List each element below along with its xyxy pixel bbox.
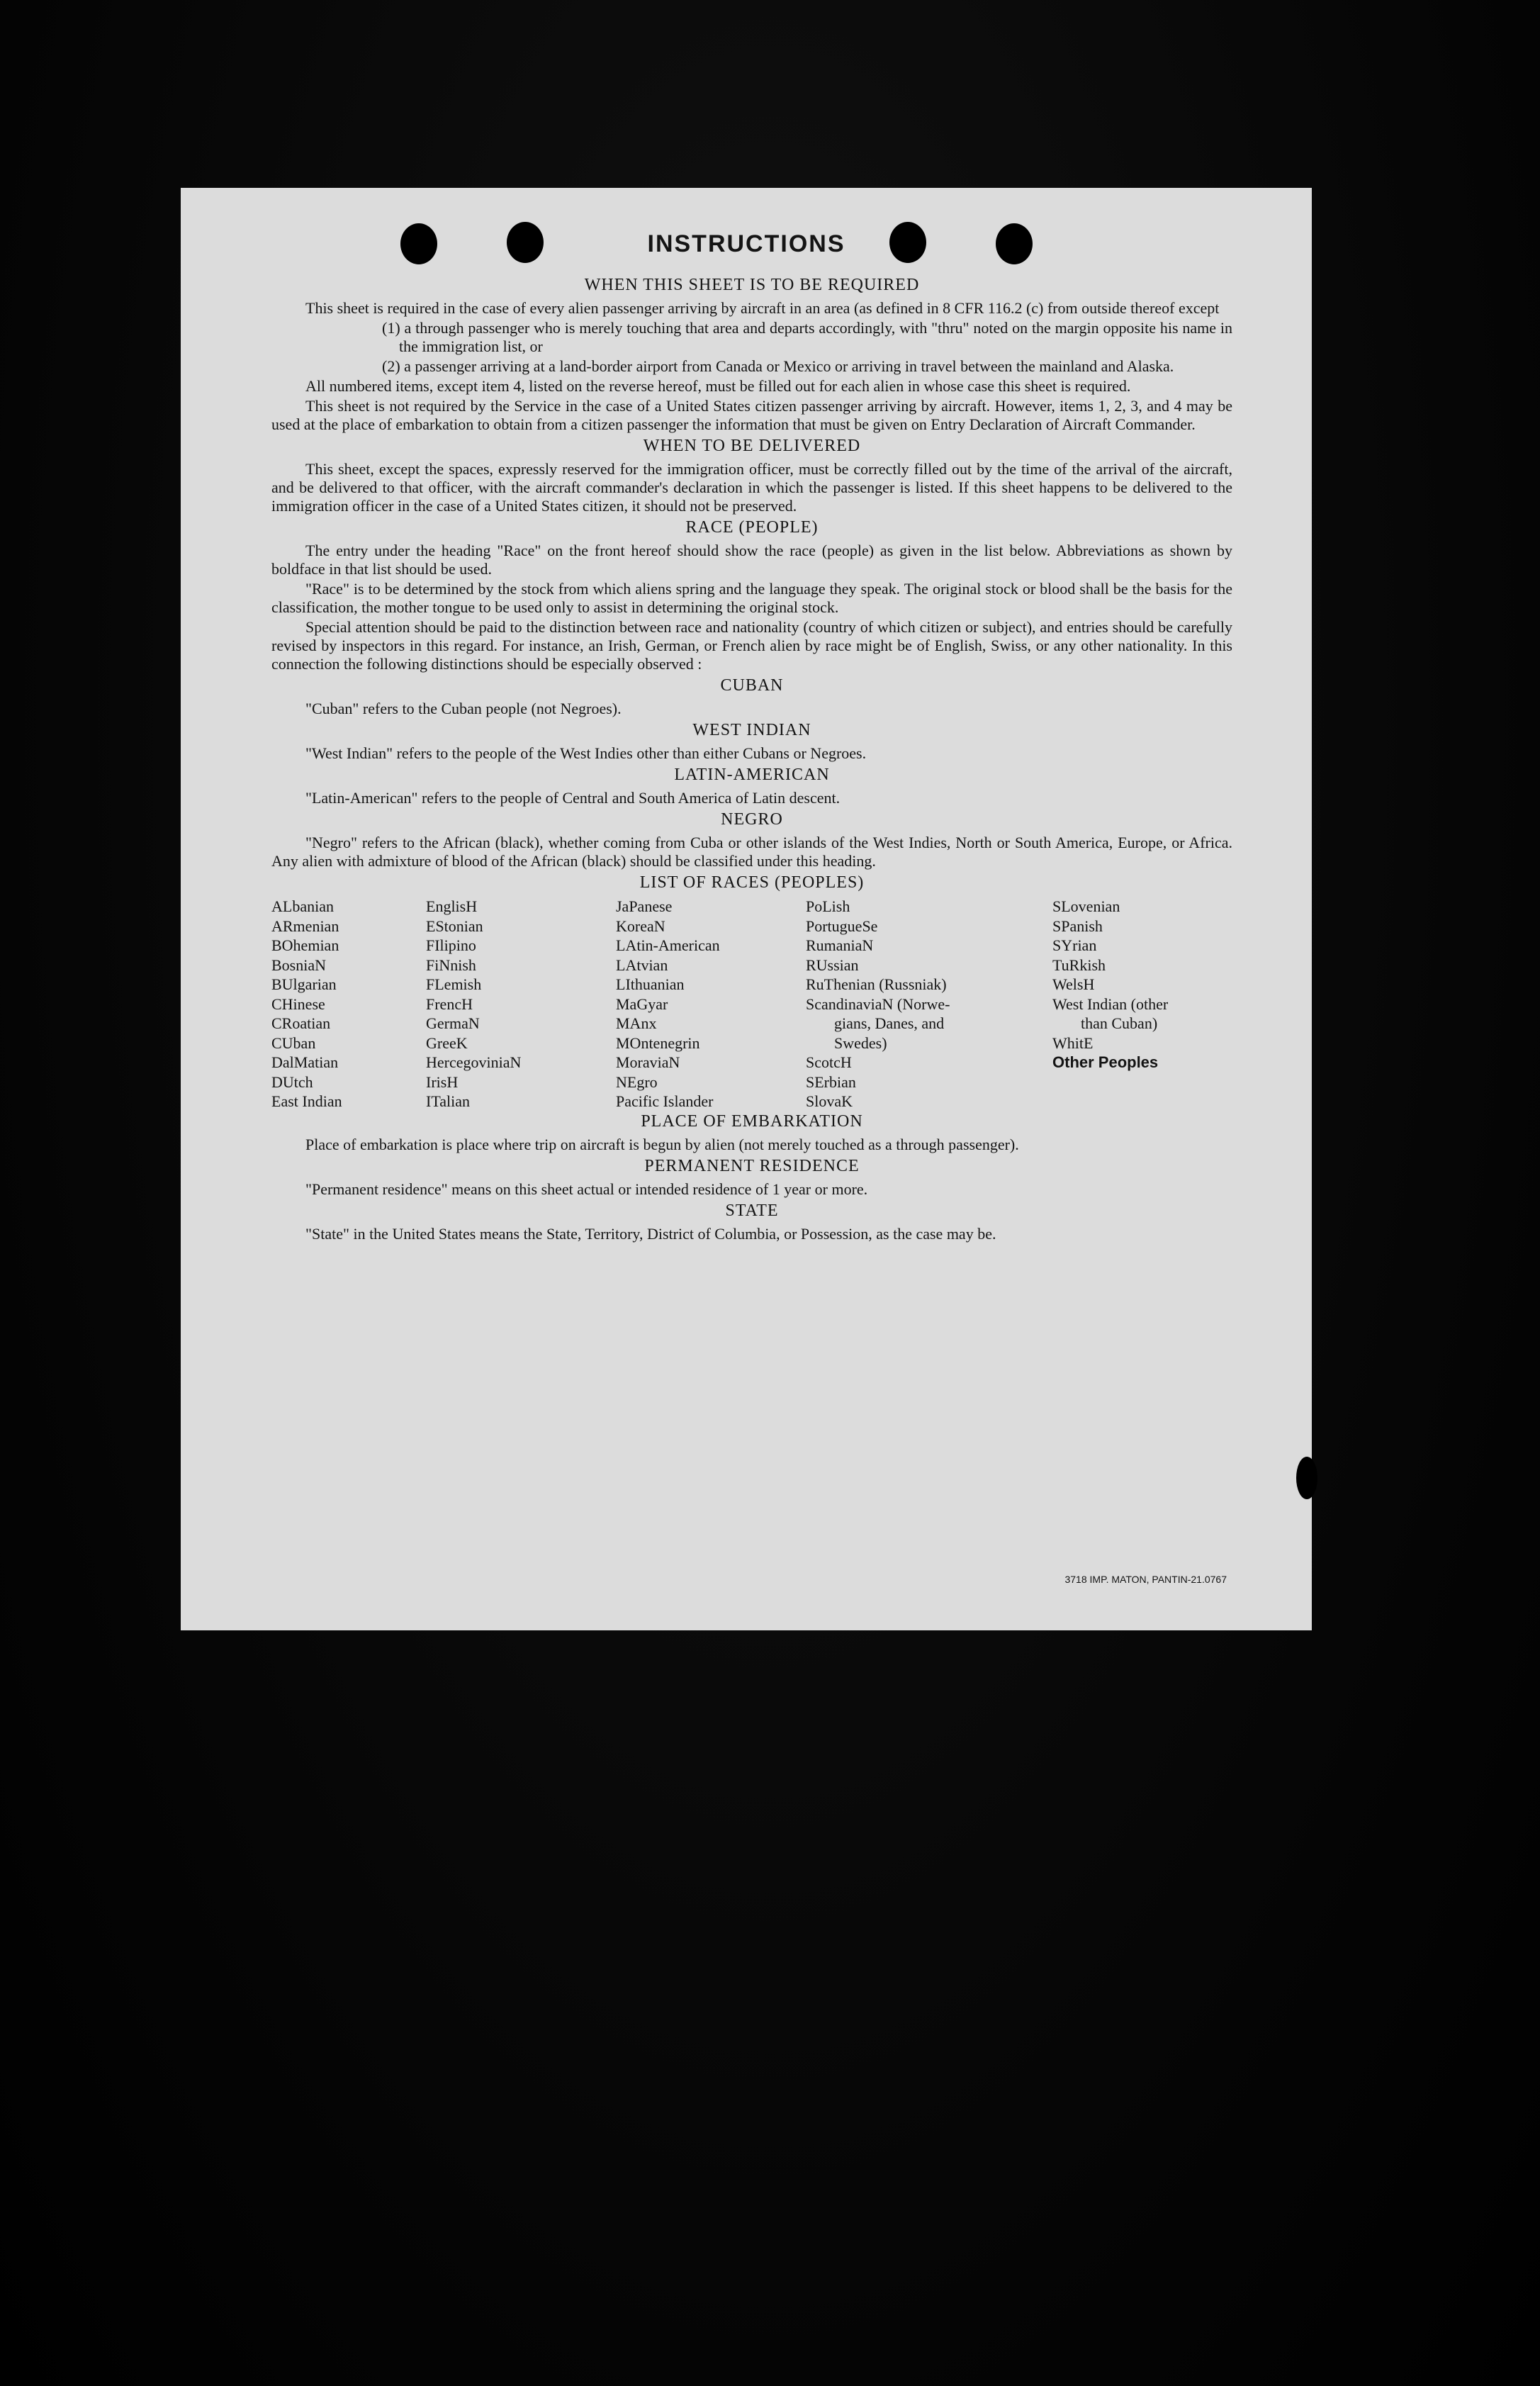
race-entry: RuThenian (Russniak) xyxy=(806,975,947,993)
exception-item-1: (1) a through passenger who is merely touching that area and departs accordingly, with "thru" noted on the margin opposite his name in the immigration list, or xyxy=(382,319,1232,355)
section-heading-cuban: CUBAN xyxy=(720,676,784,695)
race-entry: HercegoviniaN xyxy=(426,1053,522,1071)
race-entry-other-peoples: Other Peoples xyxy=(1052,1053,1159,1071)
race-entry: CUban xyxy=(271,1034,316,1052)
race-entry: LIthuanian xyxy=(616,975,685,993)
section-heading-place-of-embarkation: PLACE OF EMBARKATION xyxy=(641,1112,863,1131)
race-entry: IrisH xyxy=(426,1072,459,1091)
race-entry: gians, Danes, and xyxy=(834,1014,945,1032)
race-entry: SlovaK xyxy=(806,1092,853,1110)
race-column-2 xyxy=(426,897,521,1111)
race-entry: GermaN xyxy=(426,1014,480,1032)
paragraph: This sheet is required in the case of every alien passenger arriving by aircraft in an area (as defined in 8 CFR 116.2 (c) from outside thereof except xyxy=(305,299,1220,317)
section-heading-permanent-residence: PERMANENT RESIDENCE xyxy=(644,1157,860,1175)
race-entry: ARmenian xyxy=(271,917,339,935)
race-entry: MaGyar xyxy=(616,995,668,1013)
race-column-4 xyxy=(806,897,950,1111)
race-entry: CHinese xyxy=(271,995,325,1013)
paragraph: "State" in the United States means the State, Territory, District of Columbia, or Possession, as the case may be. xyxy=(305,1225,996,1243)
paragraph: "Race" is to be determined by the stock from which aliens spring and the language they speak. The original stock or blood shall be the basis for the classification, the mother tongue to be used only to assist in determining the original stock. xyxy=(271,580,1232,616)
paragraph: "West Indian" refers to the people of the West Indies other than either Cubans or Negroes. xyxy=(305,744,867,762)
race-entry: MoraviaN xyxy=(616,1053,680,1071)
paragraph: "Negro" refers to the African (black), whether coming from Cuba or other islands of the West Indies, North or South America, Europe, or Africa. Any alien with admixture of blood of the African (black) should be classified under this heading. xyxy=(271,834,1232,870)
race-entry: FrencH xyxy=(426,995,473,1013)
section-heading-when-required: WHEN THIS SHEET IS TO BE REQUIRED xyxy=(584,276,920,294)
race-entry: MAnx xyxy=(616,1014,657,1032)
paragraph: Place of embarkation is place where trip on aircraft is begun by alien (not merely touched as a through passenger). xyxy=(305,1136,1019,1153)
section-heading-list-of-races: LIST OF RACES (PEOPLES) xyxy=(639,873,865,892)
race-entry: FiNnish xyxy=(426,956,476,974)
race-column-3 xyxy=(616,897,720,1111)
instructions-body xyxy=(271,273,1232,1245)
race-entry: SErbian xyxy=(806,1072,856,1091)
section-heading-latin-american: LATIN-AMERICAN xyxy=(674,766,830,784)
race-entry: ALbanian xyxy=(271,897,334,915)
race-entry: DalMatian xyxy=(271,1053,339,1071)
race-entry: East Indian xyxy=(271,1092,342,1110)
race-entry: GreeK xyxy=(426,1034,468,1052)
race-entry: ScandinaviaN (Norwe- xyxy=(806,995,950,1013)
paragraph: Special attention should be paid to the distinction between race and nationality (country of which citizen or subject), and entries should be carefully revised by inspectors in this regard. For instance, an Irish, German, or French alien by race might be of English, Swiss, or any other nationality. In this connection the following distinctions should be especially observed : xyxy=(271,618,1232,673)
page-title: INSTRUCTIONS xyxy=(647,230,845,257)
race-entry: LAtin-American xyxy=(616,936,720,954)
race-entry: JaPanese xyxy=(616,897,673,915)
form-number: 3718 IMP. MATON, PANTIN-21.0767 xyxy=(1064,1574,1227,1585)
section-heading-race: RACE (PEOPLE) xyxy=(685,518,819,537)
paragraph: The entry under the heading "Race" on the front hereof should show the race (people) as given in the list below. Abbreviations as shown by boldface in that list should be used. xyxy=(271,542,1232,578)
race-entry: than Cuban) xyxy=(1081,1014,1158,1032)
race-entry: EStonian xyxy=(426,917,483,935)
exception-item-2: (2) a passenger arriving at a land-border airport from Canada or Mexico or arriving in travel between the mainland and Alaska. xyxy=(382,357,1174,375)
paragraph: "Cuban" refers to the Cuban people (not Negroes). xyxy=(305,700,622,717)
race-entry: LAtvian xyxy=(616,956,668,974)
race-entry: BOhemian xyxy=(271,936,339,954)
race-entry: FIlipino xyxy=(426,936,476,954)
race-entry: ITalian xyxy=(426,1092,470,1110)
race-entry: WelsH xyxy=(1052,975,1095,993)
race-entry: West Indian (other xyxy=(1052,995,1169,1013)
race-entry: Swedes) xyxy=(834,1034,887,1052)
race-entry: FLemish xyxy=(426,975,482,993)
race-entry: WhitE xyxy=(1052,1034,1094,1052)
race-entry: Pacific Islander xyxy=(616,1092,714,1110)
race-entry: SYrian xyxy=(1052,936,1097,954)
race-entry: NEgro xyxy=(616,1072,658,1091)
race-column-5 xyxy=(1052,897,1168,1072)
instruction-sheet xyxy=(181,188,1312,1630)
race-column-1 xyxy=(271,897,342,1111)
section-heading-when-delivered: WHEN TO BE DELIVERED xyxy=(643,437,861,455)
paragraph: This sheet, except the spaces, expressly reserved for the immigration officer, must be correctly filled out by the time of the arrival of the aircraft, and be delivered to that officer, with the aircraft commander's declaration in which the passenger is listed. If this sheet happens to be delivered to the immigration officer in the case of a United States citizen, it should not be preserved. xyxy=(271,460,1232,515)
race-entry: SPanish xyxy=(1052,917,1103,935)
race-entry: PoLish xyxy=(806,897,850,915)
race-entry: PortugueSe xyxy=(806,917,878,935)
section-heading-state: STATE xyxy=(725,1202,779,1220)
race-list xyxy=(271,897,1232,1109)
race-entry: TuRkish xyxy=(1052,956,1106,974)
paragraph: "Permanent residence" means on this sheet actual or intended residence of 1 year or more. xyxy=(305,1180,868,1198)
race-entry: EnglisH xyxy=(426,897,478,915)
race-entry: MOntenegrin xyxy=(616,1034,700,1052)
race-entry: BosniaN xyxy=(271,956,326,974)
race-entry: CRoatian xyxy=(271,1014,331,1032)
race-entry: SLovenian xyxy=(1052,897,1120,915)
paragraph: "Latin-American" refers to the people of Central and South America of Latin descent. xyxy=(305,789,841,807)
race-entry: ScotcH xyxy=(806,1053,852,1071)
section-heading-negro: NEGRO xyxy=(721,810,783,829)
paragraph: All numbered items, except item 4, listed on the reverse hereof, must be filled out for each alien in whose case this sheet is required. xyxy=(305,377,1131,395)
race-entry: KoreaN xyxy=(616,917,665,935)
race-entry: RumaniaN xyxy=(806,936,874,954)
race-entry: DUtch xyxy=(271,1072,313,1091)
race-entry: BUlgarian xyxy=(271,975,337,993)
edge-tear xyxy=(1296,1457,1317,1499)
race-entry: RUssian xyxy=(806,956,859,974)
paragraph: This sheet is not required by the Service in the case of a United States citizen passenger arriving by aircraft. However, items 1, 2, 3, and 4 may be used at the place of embarkation to obtain from a citizen passenger the information that must be given on Entry Declaration of Aircraft Commander. xyxy=(271,397,1232,433)
section-heading-west-indian: WEST INDIAN xyxy=(692,721,811,739)
